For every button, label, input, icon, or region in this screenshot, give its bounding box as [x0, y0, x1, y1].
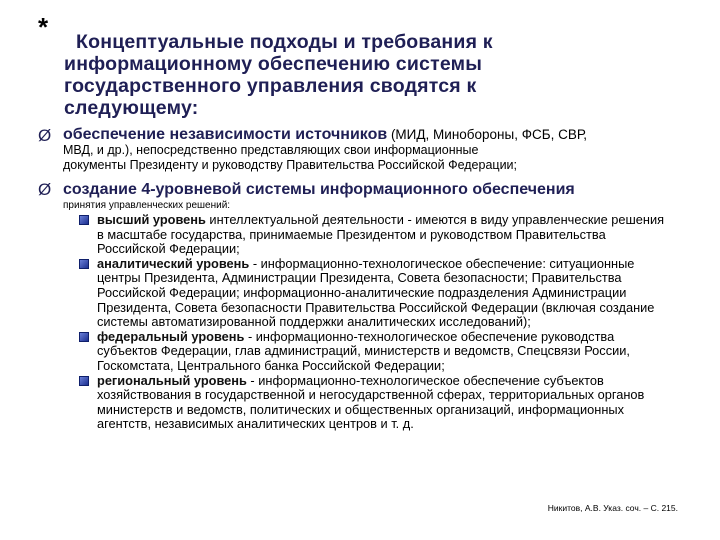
- level-name: высший уровень: [97, 212, 206, 227]
- slide-title: [64, 31, 624, 119]
- item-highlight: создание 4-уровневой системы информационного обеспечения: [63, 181, 575, 198]
- list-item: [73, 374, 673, 432]
- level-name: федеральный уровень: [97, 328, 245, 344]
- list-item: [73, 257, 673, 330]
- level-text: интеллектуальной деятельности - имеются в виду управленческие решения в масштабе государства, принимаемые Президентом и руководством Правительства Российской Федерации;: [97, 212, 665, 257]
- citation: Никитов, А.В. Указ. соч. – С. 215.: [547, 503, 678, 513]
- list-item: [73, 213, 673, 257]
- level-text: - информационно-технологическое обеспечение руководства субъектов Федерации, глав администраций, министерств и ведомств, Спецсвязи России, Госкомстата, Центрального банка Российской Федерации;: [97, 328, 630, 373]
- arrow-bullet-icon: Ø: [38, 126, 52, 145]
- item-rest-line-2: МВД, и др.), непосредственно представляющих свои информационные: [63, 143, 479, 157]
- title-line-1: Концептуальные подходы и требования к: [76, 31, 493, 53]
- level-name: региональный уровень: [97, 372, 247, 388]
- level-text: - информационно-технологическое обеспечение: ситуационные центры Президента, Администрации Президента, Совета безопасности; Правительства Российской Федерации; информационно-аналитические подразделения Администрации Президента, Совета безопасности Правительства Российской Федерации (включая создание системы автоматизированной поддержки аналитических исследований);: [97, 255, 655, 330]
- square-bullet-icon: [79, 376, 89, 386]
- list-item: [73, 330, 673, 374]
- level-text: - информационно-технологическое обеспечение субъектов хозяйствования в государственной и негосударственной сферах, территориальных органов министерств и ведомств, политических и общественных организаций, информационных агентств, независимых аналитических центров и т. д.: [97, 372, 645, 432]
- square-bullet-icon: [79, 215, 89, 225]
- item-text: [63, 181, 698, 212]
- item-rest-line-3: документы Президенту и руководству Правительства Российской Федерации;: [63, 157, 518, 172]
- item-lead-line: [63, 127, 698, 143]
- item-subtitle: принятия управленческих решений:: [63, 200, 231, 211]
- arrow-bullet-icon: Ø: [38, 180, 52, 199]
- title-line-2: информационному обеспечению системы: [64, 53, 483, 75]
- square-bullet-icon: [79, 332, 89, 342]
- item-text: [63, 127, 698, 172]
- levels-list: [73, 213, 673, 432]
- asterisk-marker: *: [38, 12, 49, 42]
- item-independence-sources: [38, 127, 698, 172]
- square-bullet-icon: [79, 259, 89, 269]
- item-highlight: обеспечение независимости источников: [63, 126, 388, 143]
- item-four-level-system: [38, 181, 698, 212]
- level-name: аналитический уровень: [97, 255, 250, 271]
- title-line-4: следующему:: [64, 97, 199, 119]
- item-rest-line-1: (МИД, Минобороны, ФСБ, СВР,: [387, 127, 588, 142]
- title-line-3: государственного управления сводятся к: [64, 75, 477, 97]
